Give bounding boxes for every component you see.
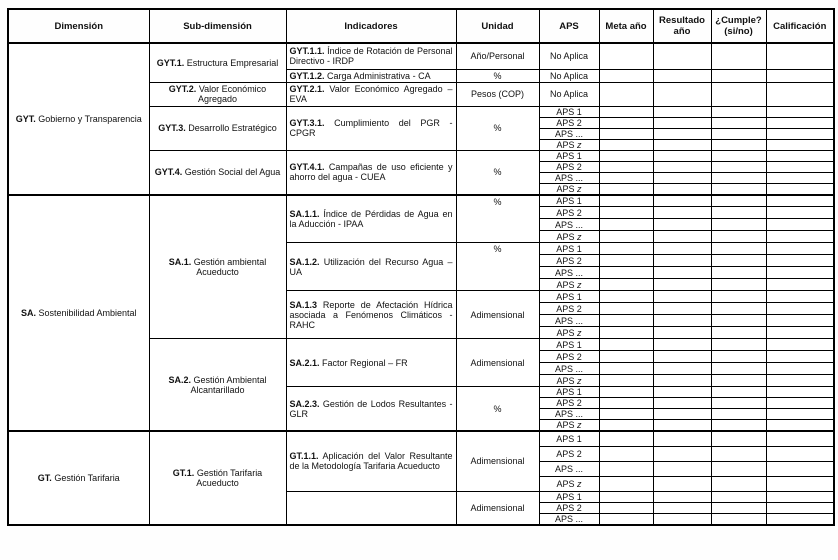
indicator-cell [286, 150, 456, 195]
indicator-cell-label: Aplicación del Valor Resultante de la Metodología Tarifaria Acueducto [289, 451, 453, 472]
indicator-cell-label: Campañas de uso eficiente y ahorro del agua - CUEA [289, 162, 453, 182]
cumple-cell [711, 243, 766, 255]
aps-cell: APS z [539, 231, 599, 243]
indicator-cell [286, 431, 456, 491]
col-header-unidad: Unidad [456, 9, 539, 43]
resultado-ano-cell [653, 431, 711, 446]
aps-cell: APS z [539, 183, 599, 195]
aps-cell: APS ... [539, 267, 599, 279]
subdimension-cell-label: Valor Económico Agregado [197, 84, 267, 104]
dimension-cell-label: Sostenibilidad Ambiental [38, 307, 137, 318]
calificacion-cell [766, 150, 834, 161]
resultado-ano-cell [653, 351, 711, 363]
calificacion-cell [766, 195, 834, 207]
indicator-cell-code: SA.2.3. [289, 398, 320, 409]
col-header-indicadores: Indicadores [286, 9, 456, 43]
aps-cell: APS 1 [539, 106, 599, 117]
unidad-cell: Adimensional [456, 431, 539, 491]
resultado-ano-cell [653, 255, 711, 267]
aps-cell: APS z [539, 375, 599, 387]
dimension-cell [8, 195, 149, 432]
indicator-cell-label: Gestión de Lodos Resultantes - GLR [289, 398, 453, 419]
meta-ano-cell [599, 150, 653, 161]
dimension-cell-label: Gestión Tarifaria [54, 472, 120, 483]
resultado-ano-cell [653, 502, 711, 513]
col-header-aps: APS [539, 9, 599, 43]
meta-ano-cell [599, 351, 653, 363]
indicator-cell [286, 82, 456, 106]
aps-cell: APS 2 [539, 207, 599, 219]
indicator-cell-code: SA.1.1. [289, 208, 320, 219]
unidad-cell: Adimensional [456, 491, 539, 525]
aps-cell: APS 2 [539, 502, 599, 513]
indicator-cell [286, 387, 456, 432]
aps-cell: APS ... [539, 513, 599, 525]
meta-ano-cell [599, 43, 653, 69]
table-row [8, 195, 834, 207]
meta-ano-cell [599, 69, 653, 82]
subdimension-cell [149, 43, 286, 82]
resultado-ano-cell [653, 291, 711, 303]
meta-ano-cell [599, 231, 653, 243]
col-header-resultado-ano: Resultado año [653, 9, 711, 43]
unidad-cell: % [456, 150, 539, 195]
aps-cell: APS 1 [539, 243, 599, 255]
unidad-cell: % [456, 387, 539, 432]
resultado-ano-cell [653, 207, 711, 219]
calificacion-cell [766, 461, 834, 476]
cumple-cell [711, 43, 766, 69]
meta-ano-cell [599, 303, 653, 315]
indicator-cell [286, 69, 456, 82]
subdimension-cell-code: GYT.4. [154, 167, 183, 177]
meta-ano-cell [599, 279, 653, 291]
meta-ano-cell [599, 117, 653, 128]
calificacion-cell [766, 106, 834, 117]
meta-ano-cell [599, 327, 653, 339]
calificacion-cell [766, 387, 834, 398]
indicator-cell-label: Reporte de Afectación Hídrica asociada a Fenómenos Climáticos - RAHC [289, 299, 453, 330]
calificacion-cell [766, 491, 834, 502]
meta-ano-cell [599, 339, 653, 351]
resultado-ano-cell [653, 315, 711, 327]
subdimension-cell-label: Gestión ambiental Acueducto [193, 256, 267, 277]
meta-ano-cell [599, 420, 653, 432]
meta-ano-cell [599, 106, 653, 117]
indicator-cell-code: SA.2.1. [289, 357, 320, 368]
indicator-cell [286, 43, 456, 69]
indicator-cell [286, 243, 456, 291]
aps-cell: APS 1 [539, 491, 599, 502]
cumple-cell [711, 219, 766, 231]
indicator-cell [286, 291, 456, 339]
col-header-meta-ano: Meta año [599, 9, 653, 43]
cumple-cell [711, 363, 766, 375]
cumple-cell [711, 139, 766, 150]
resultado-ano-cell [653, 195, 711, 207]
indicator-cell-code: GYT.1.1. [289, 46, 325, 57]
calificacion-cell [766, 398, 834, 409]
aps-cell: APS ... [539, 128, 599, 139]
calificacion-cell [766, 431, 834, 446]
resultado-ano-cell [653, 117, 711, 128]
meta-ano-cell [599, 375, 653, 387]
cumple-cell [711, 195, 766, 207]
subdimension-cell [149, 431, 286, 525]
dimension-cell-code: SA. [20, 307, 36, 318]
resultado-ano-cell [653, 476, 711, 491]
resultado-ano-cell [653, 279, 711, 291]
indicator-cell-label: Índice de Rotación de Personal Directivo - IRDP [289, 46, 453, 67]
subdimension-cell [149, 339, 286, 432]
meta-ano-cell [599, 139, 653, 150]
aps-cell: No Aplica [539, 69, 599, 82]
col-header-cumple-si-no: ¿Cumple? (si/no) [711, 9, 766, 43]
calificacion-cell [766, 339, 834, 351]
col-header-calificacion: Calificación [766, 9, 834, 43]
dimension-cell-code: GT. [37, 472, 52, 483]
calificacion-cell [766, 69, 834, 82]
resultado-ano-cell [653, 128, 711, 139]
meta-ano-cell [599, 315, 653, 327]
aps-cell: APS 2 [539, 255, 599, 267]
resultado-ano-cell [653, 339, 711, 351]
calificacion-cell [766, 351, 834, 363]
cumple-cell [711, 82, 766, 106]
meta-ano-cell [599, 502, 653, 513]
indicator-cell-code: SA.1.2. [289, 256, 320, 267]
meta-ano-cell [599, 461, 653, 476]
subdimension-cell-label: Gestión Tarifaria Acueducto [196, 467, 263, 488]
aps-cell: No Aplica [539, 82, 599, 106]
cumple-cell [711, 207, 766, 219]
cumple-cell [711, 279, 766, 291]
cumple-cell [711, 409, 766, 420]
calificacion-cell [766, 363, 834, 375]
unidad-cell: % [456, 106, 539, 150]
dimension-cell [8, 431, 149, 525]
calificacion-cell [766, 117, 834, 128]
dimension-cell [8, 43, 149, 195]
calificacion-cell [766, 502, 834, 513]
aps-cell: APS 2 [539, 398, 599, 409]
aps-cell: APS 2 [539, 351, 599, 363]
subdimension-cell [149, 150, 286, 195]
resultado-ano-cell [653, 303, 711, 315]
calificacion-cell [766, 161, 834, 172]
cumple-cell [711, 255, 766, 267]
calificacion-cell [766, 231, 834, 243]
cumple-cell [711, 351, 766, 363]
aps-cell: APS 2 [539, 446, 599, 461]
unidad-cell: % [456, 69, 539, 82]
meta-ano-cell [599, 431, 653, 446]
meta-ano-cell [599, 183, 653, 195]
indicator-cell [286, 339, 456, 387]
cumple-cell [711, 69, 766, 82]
cumple-cell [711, 161, 766, 172]
subdimension-cell-label: Gestión Ambiental Alcantarillado [190, 374, 267, 395]
table-row [8, 431, 834, 446]
unidad-cell: Adimensional [456, 339, 539, 387]
calificacion-cell [766, 446, 834, 461]
aps-cell: APS ... [539, 409, 599, 420]
aps-cell: APS 2 [539, 117, 599, 128]
meta-ano-cell [599, 291, 653, 303]
cumple-cell [711, 150, 766, 161]
resultado-ano-cell [653, 387, 711, 398]
indicator-cell-code: GYT.4.1. [289, 162, 325, 172]
subdimension-cell-label: Gestión Social del Agua [184, 167, 281, 177]
calificacion-cell [766, 219, 834, 231]
aps-cell: APS 1 [539, 339, 599, 351]
aps-cell: APS z [539, 139, 599, 150]
cumple-cell [711, 431, 766, 446]
cumple-cell [711, 476, 766, 491]
resultado-ano-cell [653, 267, 711, 279]
aps-cell: APS 1 [539, 291, 599, 303]
calificacion-cell [766, 476, 834, 491]
meta-ano-cell [599, 476, 653, 491]
indicator-cell-code: GYT.1.2. [289, 70, 325, 81]
subdimension-cell-code: SA.2. [168, 374, 191, 385]
resultado-ano-cell [653, 172, 711, 183]
indicator-cell-code: GYT.3.1. [289, 118, 325, 128]
calificacion-cell [766, 43, 834, 69]
aps-cell: APS ... [539, 172, 599, 183]
cumple-cell [711, 446, 766, 461]
resultado-ano-cell [653, 446, 711, 461]
resultado-ano-cell [653, 409, 711, 420]
indicator-cell-label: Carga Administrativa - CA [327, 70, 431, 81]
resultado-ano-cell [653, 139, 711, 150]
indicator-cell [286, 106, 456, 150]
calificacion-cell [766, 267, 834, 279]
indicator-cell-label: Índice de Pérdidas de Agua en la Aducción - IPAA [289, 208, 453, 229]
calificacion-cell [766, 303, 834, 315]
aps-cell: APS ... [539, 219, 599, 231]
cumple-cell [711, 231, 766, 243]
aps-cell: APS z [539, 279, 599, 291]
indicator-cell-label: Cumplimiento del PGR - CPGR [289, 118, 453, 138]
table-row [8, 43, 834, 69]
meta-ano-cell [599, 172, 653, 183]
resultado-ano-cell [653, 69, 711, 82]
cumple-cell [711, 513, 766, 525]
meta-ano-cell [599, 243, 653, 255]
cumple-cell [711, 398, 766, 409]
subdimension-cell-code: GYT.2. [168, 84, 197, 94]
cumple-cell [711, 502, 766, 513]
aps-cell: APS z [539, 476, 599, 491]
resultado-ano-cell [653, 398, 711, 409]
meta-ano-cell [599, 128, 653, 139]
indicator-cell-code: GT.1.1. [289, 451, 319, 462]
cumple-cell [711, 387, 766, 398]
calificacion-cell [766, 207, 834, 219]
indicator-cell-label: Factor Regional – FR [322, 357, 408, 368]
subdimension-cell [149, 82, 286, 106]
aps-cell: APS ... [539, 461, 599, 476]
aps-cell: No Aplica [539, 43, 599, 69]
cumple-cell [711, 128, 766, 139]
resultado-ano-cell [653, 219, 711, 231]
header-row [8, 9, 834, 43]
resultado-ano-cell [653, 363, 711, 375]
resultado-ano-cell [653, 461, 711, 476]
resultado-ano-cell [653, 231, 711, 243]
meta-ano-cell [599, 446, 653, 461]
indicators-table [7, 8, 835, 526]
unidad-cell: % [456, 243, 539, 291]
indicator-cell-code: GYT.2.1. [289, 84, 325, 94]
calificacion-cell [766, 513, 834, 525]
resultado-ano-cell [653, 491, 711, 502]
aps-cell: APS z [539, 420, 599, 432]
subdimension-cell-label: Estructura Empresarial [186, 57, 279, 68]
meta-ano-cell [599, 513, 653, 525]
subdimension-cell-code: GT.1. [172, 467, 195, 478]
meta-ano-cell [599, 195, 653, 207]
subdimension-cell-code: GYT.1. [156, 57, 185, 68]
resultado-ano-cell [653, 43, 711, 69]
resultado-ano-cell [653, 82, 711, 106]
calificacion-cell [766, 139, 834, 150]
col-header-sub-dimension: Sub-dimensión [149, 9, 286, 43]
resultado-ano-cell [653, 375, 711, 387]
meta-ano-cell [599, 398, 653, 409]
meta-ano-cell [599, 409, 653, 420]
meta-ano-cell [599, 363, 653, 375]
unidad-cell: Pesos (COP) [456, 82, 539, 106]
resultado-ano-cell [653, 161, 711, 172]
aps-cell: APS 1 [539, 431, 599, 446]
cumple-cell [711, 117, 766, 128]
cumple-cell [711, 315, 766, 327]
dimension-cell-label: Gobierno y Transparencia [38, 113, 142, 124]
resultado-ano-cell [653, 243, 711, 255]
meta-ano-cell [599, 491, 653, 502]
subdimension-cell [149, 106, 286, 150]
cumple-cell [711, 172, 766, 183]
resultado-ano-cell [653, 420, 711, 432]
resultado-ano-cell [653, 150, 711, 161]
cumple-cell [711, 267, 766, 279]
subdimension-cell-code: SA.1. [168, 256, 192, 267]
aps-cell: APS ... [539, 315, 599, 327]
calificacion-cell [766, 279, 834, 291]
aps-cell: APS 1 [539, 150, 599, 161]
cumple-cell [711, 491, 766, 502]
indicator-cell-code: SA.1.3 [289, 299, 318, 310]
subdimension-cell-code: GYT.3. [158, 123, 186, 133]
subdimension-cell [149, 195, 286, 339]
meta-ano-cell [599, 267, 653, 279]
meta-ano-cell [599, 161, 653, 172]
resultado-ano-cell [653, 106, 711, 117]
cumple-cell [711, 375, 766, 387]
resultado-ano-cell [653, 183, 711, 195]
indicator-cell-label: Utilización del Recurso Agua – UA [289, 256, 453, 277]
dimension-cell-code: GYT. [15, 113, 36, 124]
cumple-cell [711, 183, 766, 195]
aps-cell: APS 1 [539, 195, 599, 207]
aps-cell: APS 1 [539, 387, 599, 398]
meta-ano-cell [599, 255, 653, 267]
calificacion-cell [766, 172, 834, 183]
calificacion-cell [766, 420, 834, 432]
unidad-cell: % [456, 195, 539, 243]
cumple-cell [711, 339, 766, 351]
cumple-cell [711, 303, 766, 315]
unidad-cell: Año/Personal [456, 43, 539, 69]
cumple-cell [711, 291, 766, 303]
unidad-cell: Adimensional [456, 291, 539, 339]
cumple-cell [711, 106, 766, 117]
calificacion-cell [766, 327, 834, 339]
aps-cell: APS 2 [539, 161, 599, 172]
calificacion-cell [766, 82, 834, 106]
calificacion-cell [766, 291, 834, 303]
calificacion-cell [766, 128, 834, 139]
calificacion-cell [766, 183, 834, 195]
meta-ano-cell [599, 82, 653, 106]
meta-ano-cell [599, 387, 653, 398]
calificacion-cell [766, 243, 834, 255]
aps-cell: APS ... [539, 363, 599, 375]
cumple-cell [711, 461, 766, 476]
cumple-cell [711, 327, 766, 339]
col-header-dimension: Dimensión [8, 9, 149, 43]
calificacion-cell [766, 409, 834, 420]
meta-ano-cell [599, 207, 653, 219]
aps-cell: APS 2 [539, 303, 599, 315]
indicator-cell [286, 195, 456, 243]
meta-ano-cell [599, 219, 653, 231]
indicator-cell [286, 491, 456, 525]
calificacion-cell [766, 375, 834, 387]
aps-cell: APS z [539, 327, 599, 339]
subdimension-cell-label: Desarrollo Estratégico [188, 123, 277, 133]
resultado-ano-cell [653, 327, 711, 339]
calificacion-cell [766, 315, 834, 327]
calificacion-cell [766, 255, 834, 267]
resultado-ano-cell [653, 513, 711, 525]
cumple-cell [711, 420, 766, 432]
indicator-cell-label: Valor Económico Agregado – EVA [289, 84, 453, 104]
